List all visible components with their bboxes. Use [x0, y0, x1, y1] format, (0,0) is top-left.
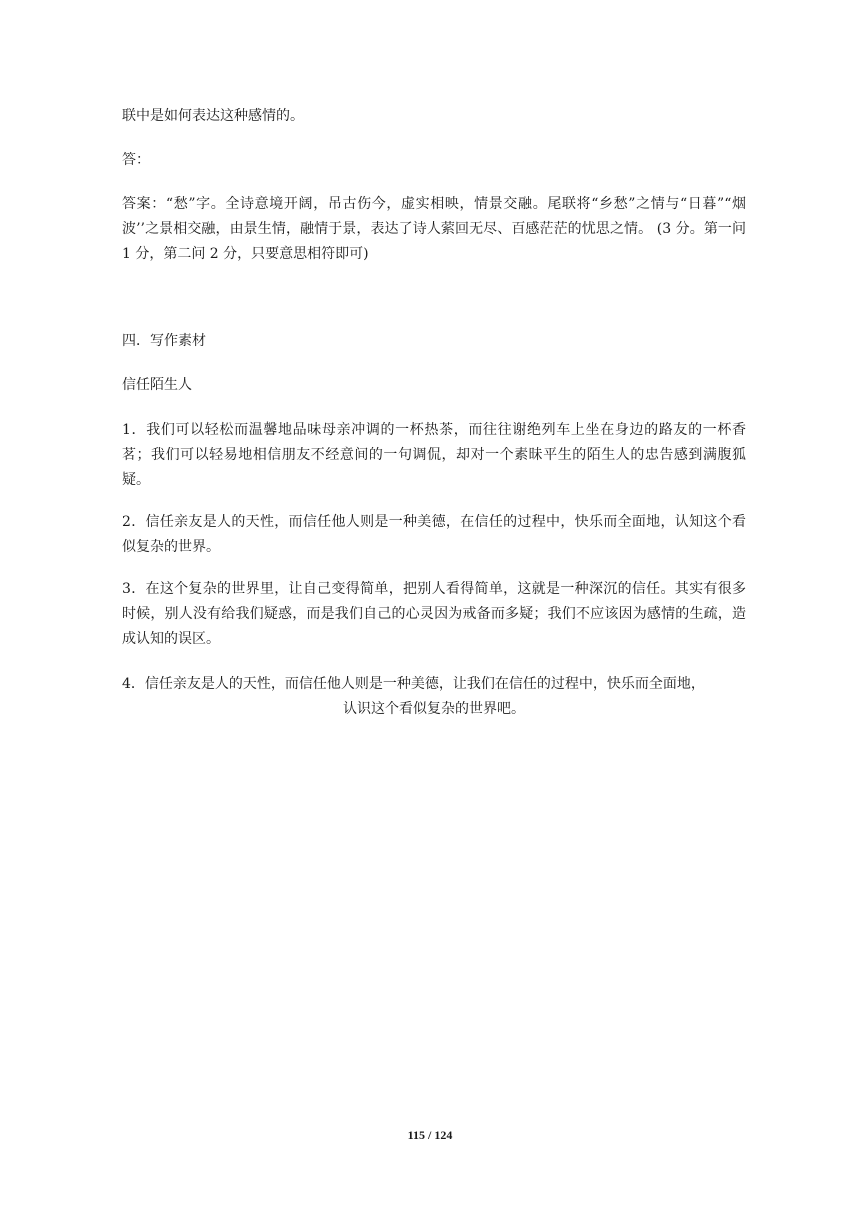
list-item-4-line-2: 认识这个看似复杂的世界吧。: [343, 701, 525, 717]
list-item-4-line-1: 4．信任亲友是人的天性，而信任他人则是一种美德，让我们在信任的过程中，快乐而全面地，: [122, 676, 705, 692]
list-item-3: 3．在这个复杂的世界里，让自己变得简单，把别人看得简单，这就是一种深沉的信任。其实有很多时候，别人没有给我们疑惑，而是我们自己的心灵因为戒备而多疑；我们不应该因为感情的生疏，造成认知的误区。: [122, 581, 746, 647]
question-tail-text: 联中是如何表达这种感情的。: [122, 108, 304, 124]
section-heading: 四．写作素材: [122, 333, 206, 349]
list-item-2: 2．信任亲友是人的天性，而信任他人则是一种美德，在信任的过程中，快乐而全面地，认知这个看似复杂的世界。: [122, 514, 746, 555]
answer-label: 答：: [122, 152, 150, 168]
topic-title: 信任陌生人: [122, 377, 192, 393]
page-number: 115 / 124: [407, 1128, 453, 1142]
list-item-1: 1．我们可以轻松而温馨地品味母亲冲调的一杯热茶，而往往谢绝列车上坐在身边的路友的一杯香茗；我们可以轻易地相信朋友不经意间的一句调侃，却对一个素昧平生的陌生人的忠告感到满腹狐疑。: [122, 422, 746, 488]
answer-text: 答案：“愁”字。全诗意境开阔，吊古伤今，虚实相映，情景交融。尾联将“乡愁”之情与“日暮”“烟波’’之景相交融，由景生情，融情于景，表达了诗人萦回无尽、百感茫茫的忧思之情。 (3 分。第一问 1 分，第二问 2 分，只要意思相符即可): [122, 196, 746, 262]
